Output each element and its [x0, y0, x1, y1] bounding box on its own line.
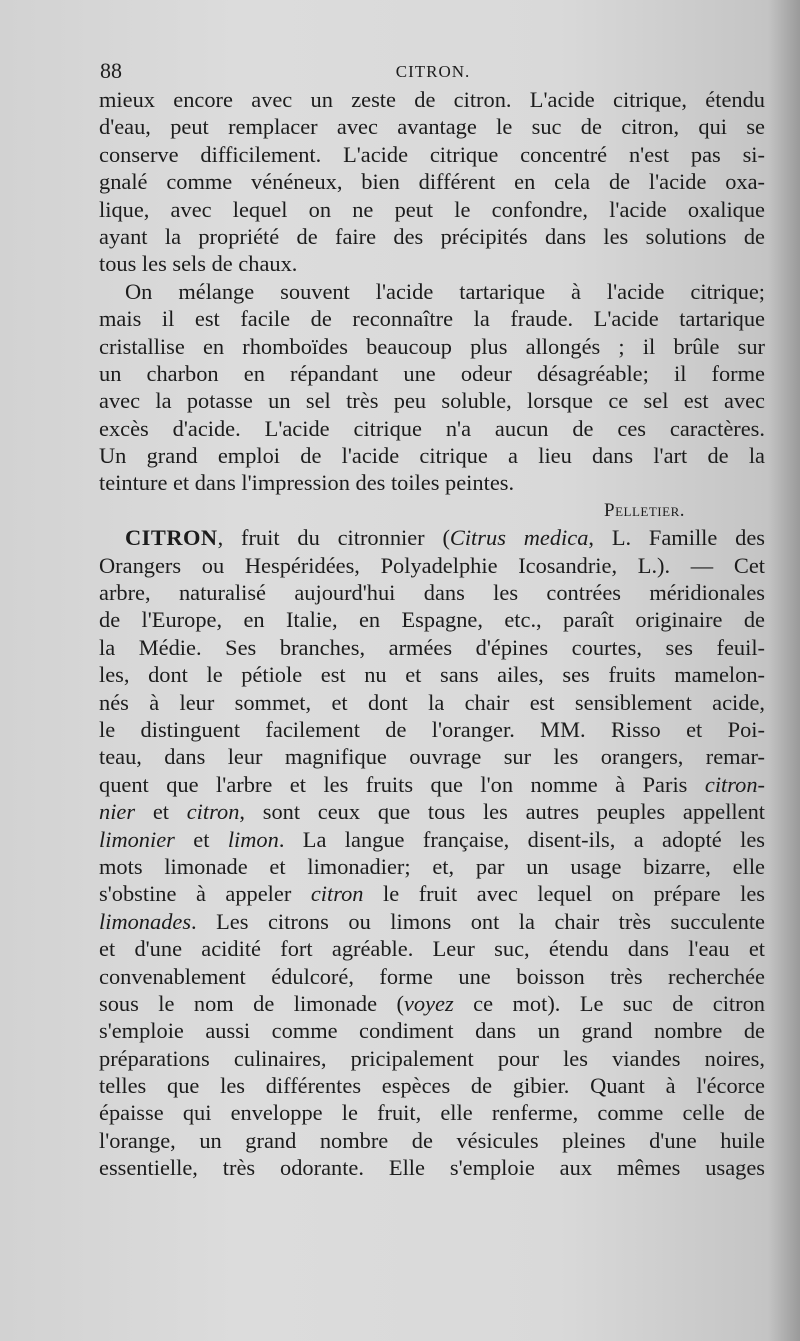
text-line: mots limonade et limonadier; et, par un usage bizarre, elle — [99, 853, 765, 879]
text-line: et d'une acidité fort agréable. Leur suc, étendu dans l'eau et — [99, 936, 765, 962]
italic-term: limon — [227, 826, 279, 852]
italic-term: limonades — [99, 908, 192, 934]
page-number: 88 — [100, 58, 122, 83]
text-span: et — [135, 799, 187, 825]
text-span: et — [174, 826, 228, 852]
entry-first-line — [99, 524, 765, 551]
text-span: . Les citrons ou limons ont la chair très succulente — [191, 908, 765, 934]
text-line: gnalé comme vénéneux, bien différent en cela de l'acide oxa- — [99, 169, 765, 195]
italic-term: nier — [99, 799, 136, 825]
text-line: convenablement édulcoré, forme une boisson très recherchée — [99, 963, 765, 989]
text-line: essentielle, très odorante. Elle s'emploie aux mêmes usages — [99, 1155, 765, 1181]
text-line: arbre, naturalisé aujourd'hui dans les contrées méridionales — [99, 580, 765, 606]
text-line: On mélange souvent l'acide tartarique à l'acide citrique; — [125, 278, 765, 304]
entry-headword: CITRON — [125, 525, 218, 551]
text-line: d'eau, peut remplacer avec avantage le suc de citron, qui se — [99, 114, 765, 140]
text-line: ayant la propriété de faire des précipités dans les solutions de — [99, 223, 765, 249]
text-line — [99, 826, 765, 853]
text-line: de l'Europe, en Italie, en Espagne, etc., paraît originaire de — [99, 607, 765, 633]
text-span: sous le nom de limonade ( — [99, 990, 404, 1016]
text-span: quent que l'arbre et les fruits que l'on nomme à Paris — [99, 771, 705, 797]
text-span: s'obstine à appeler — [99, 881, 311, 907]
text-line: excès d'acide. L'acide citrique n'a aucun de ces caractères. — [99, 415, 765, 441]
italic-term: citron — [186, 799, 240, 825]
text-line: lique, avec lequel on ne peut le confondre, l'acide oxalique — [99, 196, 765, 222]
text-line: Orangers ou Hespéridées, Polyadelphie Icosandrie, L.). — Cet — [99, 552, 765, 578]
italic-term: limonier — [99, 826, 175, 852]
italic-term: citron- — [704, 771, 765, 797]
text-line: Un grand emploi de l'acide citrique a lieu dans l'art de la — [99, 443, 765, 469]
text-line: épaisse qui enveloppe le fruit, elle renferme, comme celle de — [99, 1100, 765, 1126]
text-line: avec la potasse un sel très peu soluble, lorsque ce sel est avec — [99, 388, 765, 414]
text-line: nés à leur sommet, et dont la chair est sensiblement acide, — [99, 689, 765, 715]
text-line: les, dont le pétiole est nu et sans ailes, ses fruits mamelon- — [99, 662, 765, 688]
text-line: telles que les différentes espèces de gibier. Quant à l'écorce — [99, 1073, 765, 1099]
text-line: préparations culinaires, pricipalement pour les viandes noires, — [99, 1045, 765, 1071]
text-line: le distinguent facilement de l'oranger. MM. Risso et Poi- — [99, 716, 765, 742]
latin-name: Citrus medica — [449, 525, 589, 551]
text-line: tous les sels de chaux. — [99, 251, 298, 277]
text-line: cristallise en rhomboïdes beaucoup plus allongés ; il brûle sur — [99, 333, 765, 359]
text-span: . La langue française, disent-ils, a adopté les — [278, 826, 765, 852]
text-line: la Médie. Ses branches, armées d'épines courtes, ses feuil- — [99, 634, 765, 660]
text-span: , L. Famille des — [588, 525, 765, 551]
text-line — [99, 771, 765, 798]
text-line: mais il est facile de reconnaître la fraude. L'acide tartarique — [99, 306, 765, 332]
text-line: s'emploie aussi comme condiment dans un grand nombre de — [99, 1018, 765, 1044]
italic-term: citron — [310, 881, 364, 907]
text-line: l'orange, un grand nombre de vésicules pleines d'une huile — [99, 1127, 765, 1153]
text-line: conserve difficilement. L'acide citrique concentré n'est pas si- — [99, 141, 765, 167]
text-line: teinture et dans l'impression des toiles peintes. — [99, 470, 515, 496]
author-signature: Pelletier. — [604, 499, 685, 521]
text-line: teau, dans leur magnifique ouvrage sur les orangers, remar- — [99, 744, 765, 770]
text-span: , fruit du citronnier ( — [217, 525, 450, 551]
text-span: le fruit avec lequel on prépare les — [363, 881, 765, 907]
text-line: un charbon en répandant une odeur désagréable; il forme — [99, 360, 765, 386]
italic-term: voyez — [403, 990, 454, 1016]
text-line — [99, 990, 765, 1017]
text-line — [99, 798, 765, 825]
text-span: ce mot). Le suc de citron — [453, 990, 766, 1016]
body-text — [99, 86, 765, 1182]
running-head: CITRON. — [395, 62, 471, 81]
text-line — [99, 880, 765, 907]
text-line: mieux encore avec un zeste de citron. L'acide citrique, étendu — [99, 87, 765, 112]
text-line — [99, 908, 765, 935]
text-span: , sont ceux que tous les autres peuples appellent — [239, 799, 765, 825]
